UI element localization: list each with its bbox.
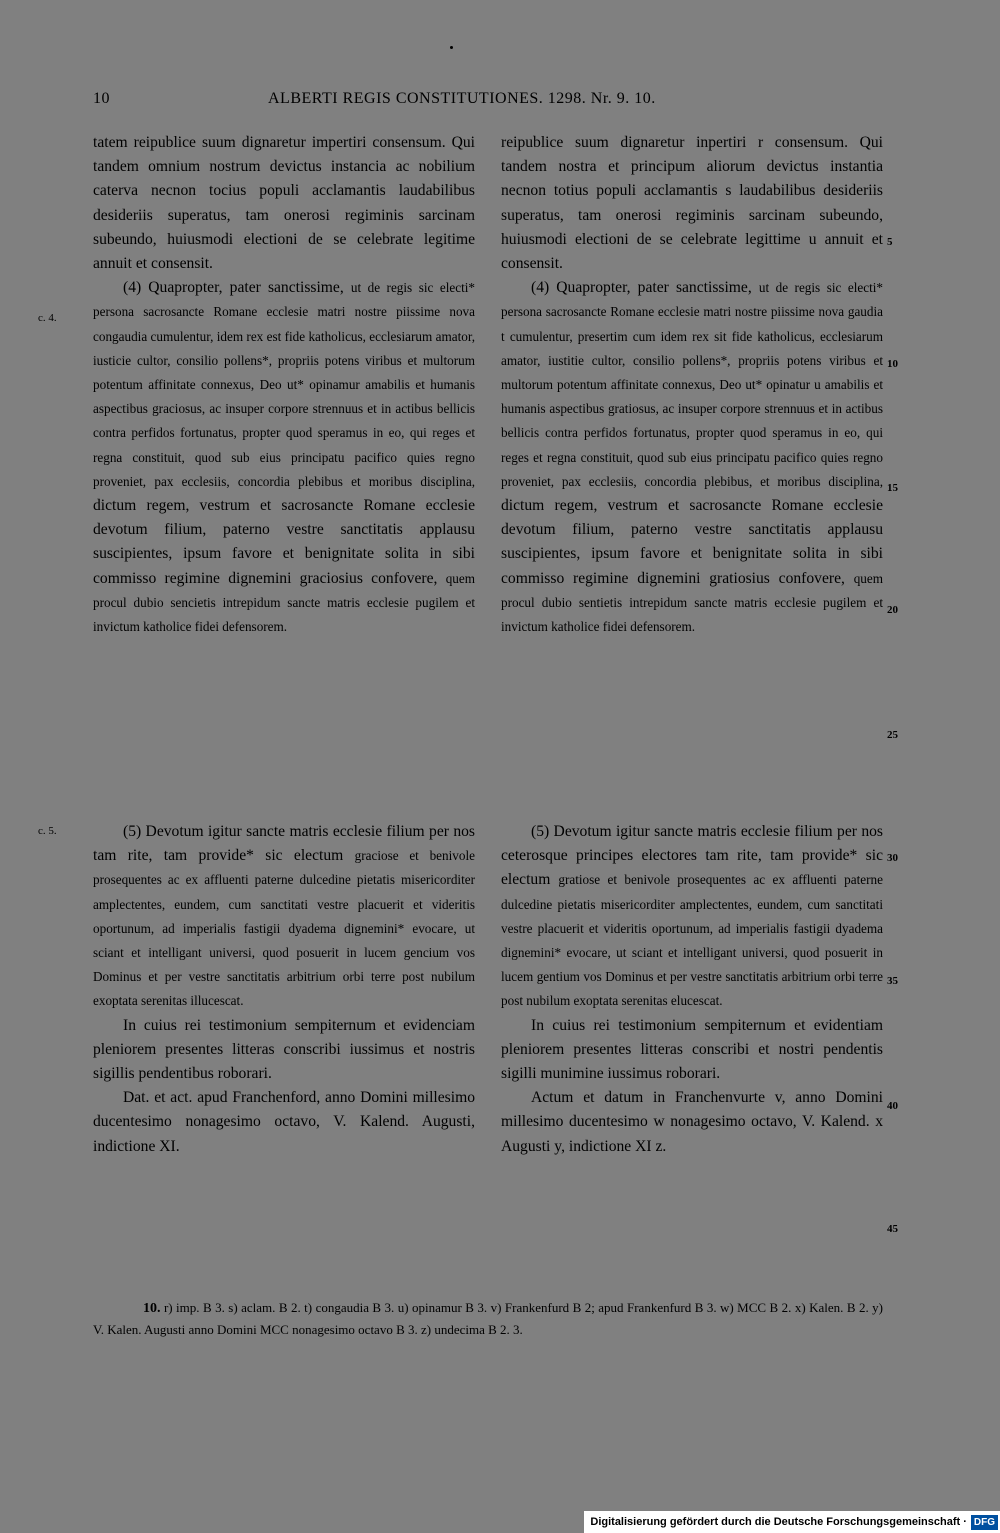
margin-mark-c4: c. 4.: [38, 312, 57, 324]
left-p2-heading: (4) Quapropter, pater sanctissime,: [123, 279, 344, 297]
right-paragraph-1: reipublice suum dignaretur inpertiri r consensum. Qui tandem nostra et principum aliorum devictus instantia necnon totius populi acclamantis s laudabilibus desideriis superatus, tam onerosi regiminis sarcinam subeundo, huiusmodi electioni de se celebrate legittime u annuit et consensit.: [501, 134, 883, 273]
running-title: ALBERTI REGIS CONSTITUTIONES. 1298. Nr. 9. 10.: [268, 90, 656, 107]
left-paragraph-1: tatem reipublice suum dignaretur impertiri consensum. Qui tandem omnium nostrum devictus instancia ac nobilium caterva necnon tocius populi acclamantis laudabilibus desideriis superatus, tam onerosi regiminis sarcinam subeundo, huiusmodi electioni de se celebrate legitime annuit et consensit.: [93, 134, 475, 273]
right-p3-body: gratiose et benivole prosequentes ac ex affluenti paterne dulcedine pietatis misericorditer amplectentes, eundem, cum sanctitati vestre placuerit et videritis oportunum, ad imperialis fastigii dyadema dignemini* evocare, ut sciant et intelligant universi, quod posuerit in lucem gentium vos Dominus et per vestre sanctitatis arbitrium orbi terre post nubilum exoptata serenitas elucescat.: [501, 872, 883, 1009]
footnotes: [93, 1297, 883, 1340]
right-paragraph-3: [501, 820, 883, 1014]
left-p3-heading: (5) Devotum igitur sancte matris ecclesie filium per nos tam rite, tam provide* sic electum: [93, 823, 475, 865]
footnote-text: r) imp. B 3. s) aclam. B 2. t) congaudia B 3. u) opinamur B 3. v) Frankenfurd B 2; apud Frankenfurd B 3. w) MCC B 2. x) Kalen. B 2. y) V. Kalen. Augusti anno Domini MCC nonagesimo octavo B 3. z) undecima B 2. 3.: [93, 1300, 883, 1337]
left-p2-end: quem procul dubio sencietis intrepidum sancte matris ecclesie pugilem et invictum katholice fidei defensorem.: [93, 570, 475, 635]
line-number-40: 40: [887, 1100, 898, 1112]
left-column-lower: [93, 820, 475, 1159]
page-header: [93, 90, 888, 114]
left-paragraph-4: In cuius rei testimonium sempiternum et evidenciam pleniorem presentes litteras conscribi iussimus et nostris sigillis pendentibus roborari.: [93, 1016, 475, 1083]
line-number-25: 25: [887, 729, 898, 741]
line-number-15: 15: [887, 482, 898, 494]
line-number-10: 10: [887, 358, 898, 370]
page-dot: [450, 46, 453, 49]
left-paragraph-3: [93, 820, 475, 1014]
right-p2-end: quem procul dubio sentietis intrepidum sancte matris ecclesie pugilem et invictum katholice fidei defensorem.: [501, 570, 883, 635]
left-column: [93, 131, 475, 639]
right-column-lower: [501, 820, 883, 1159]
right-paragraph-5: Actum et datum in Franchenvurte v, anno Domini millesimo ducentesimo w nonagesimo octavo, V. Kalend. x Augusti y, indictione XI z.: [501, 1089, 883, 1155]
right-column: [501, 131, 883, 639]
left-p3-body: graciose et benivole prosequentes ac ex affluenti paterne dulcedine pietatis misericorditer amplectentes, eundem, cum sanctitati vestre placuerit et videritis oportunum, ad imperialis fastigii dyadema dignemini* evocare, ut sciant et intelligant universi, quod posuerit in lucem gencium vos Dominus et per vestre sanctitatis arbitrium orbi terre post nubilum exoptata serenitas illucescat.: [93, 848, 475, 1009]
margin-mark-c5: c. 5.: [38, 825, 57, 837]
dfg-logo: DFG: [971, 1515, 998, 1530]
left-paragraph-5: Dat. et act. apud Franchenford, anno Domini millesimo ducentesimo nonagesimo octavo, V. Kalend. Augusti, indictione XI.: [93, 1089, 475, 1155]
line-number-35: 35: [887, 975, 898, 987]
line-number-45: 45: [887, 1223, 898, 1235]
right-p2-heading: (4) Quapropter, pater sanctissime,: [531, 279, 752, 297]
right-paragraph-4: In cuius rei testimonium sempiternum et evidentiam pleniorem presentes litteras conscribi et nostri pendentis sigilli munimine iussimus roborari.: [501, 1016, 883, 1083]
line-number-30: 30: [887, 852, 898, 864]
left-p2-body: ut de regis sic electi* persona sacrosancte Romane ecclesie matri nostre piissime nova congaudia cumulentur, idem rex est fide katholicus, ecclesiarum amator, iusticie cultor, consilio pollens*, propriis potens viribus et multorum potentum affinitate connexus, Deo ut* opinamur amabilis et humanis aspectibus graciosus, ac insuper corpore strennuus et in actibus bellicis contra perfidos fortunatus, propter quod speramus in eo, qui reges et regna constituit, quod sub eius principatu pacifico quies regno proveniet, pax ecclesiis, concordia plebibus et moribus disciplina,: [93, 280, 475, 489]
right-paragraph-2: [501, 276, 883, 639]
line-number-5: 5: [887, 236, 893, 248]
right-p2-continuation: dictum regem, vestrum et sacrosancte Romane ecclesie devotum filium, paterno vestre sanctitatis applausu suscipientes, ipsum favore et benignitate solita in sibi commisso regimine dignemini gratiosius confovere,: [501, 497, 883, 587]
line-number-20: 20: [887, 604, 898, 616]
right-p3-heading: (5) Devotum igitur sancte matris ecclesie filium per nos ceterosque principes electores tam rite, tam provide* sic electum: [501, 823, 883, 889]
footnote-number: 10.: [143, 1301, 161, 1316]
left-p2-continuation: dictum regem, vestrum et sacrosancte Romane ecclesie devotum filium, paterno vestre sanctitatis applausu suscipientes, ipsum favore et benignitate solita in sibi commisso regimine dignemini graciosius confovere,: [93, 497, 475, 587]
digitization-credit: [584, 1511, 1000, 1533]
right-p2-body: ut de regis sic electi* persona sacrosancte Romane ecclesie matri nostre piissime nova gaudia t cumulentur, presertim cum idem rex sit fide katholicus, ecclesiarum amator, iustitie cultor, consilio pollens*, propriis potens viribus et multorum potentum affinitate connexus, Deo ut* opinatur u amabilis et humanis aspectibus gratiosus, ac insuper corpore strennuus et in actibus bellicis contra perfidos fortunatus, propter quod speramus in eo, qui reges et regna constituit, quod sub eius principatu pacifico quies regno proveniet, pax ecclesiis, concordia plebibus, et moribus disciplina,: [501, 280, 883, 489]
credit-text: Digitalisierung gefördert durch die Deutsche Forschungsgemeinschaft ·: [590, 1516, 967, 1528]
page-number: 10: [93, 90, 110, 107]
left-paragraph-2: [93, 276, 475, 639]
